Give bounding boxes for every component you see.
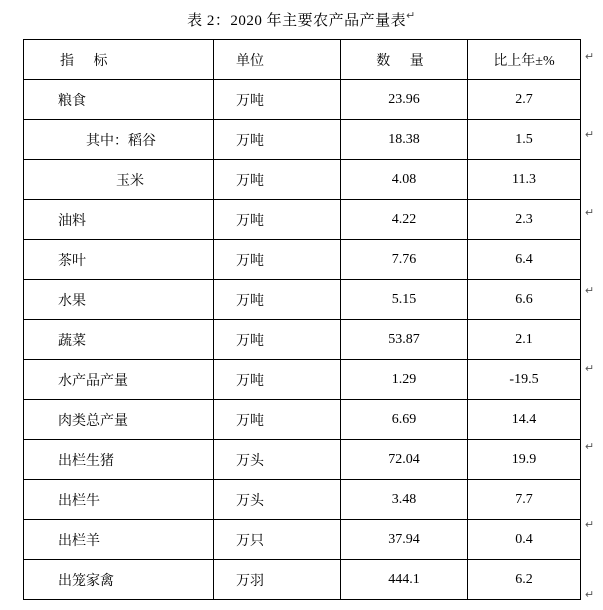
cell-rate: 2.3 <box>468 200 581 240</box>
cell-item: 水产品产量 <box>24 360 214 400</box>
paragraph-mark-icon: ↵ <box>585 519 595 531</box>
paragraph-mark-icon: ↵ <box>585 441 595 453</box>
cell-unit: 万头 <box>214 480 341 520</box>
table-row <box>24 160 581 200</box>
cell-quantity: 1.29 <box>341 360 468 400</box>
cell-item: 水果 <box>24 280 214 320</box>
cell-item: 出笼家禽 <box>24 560 214 600</box>
cell-quantity: 4.22 <box>341 200 468 240</box>
cell-unit: 万只 <box>214 520 341 560</box>
cell-rate: 2.1 <box>468 320 581 360</box>
cell-quantity: 6.69 <box>341 400 468 440</box>
cell-unit: 万吨 <box>214 200 341 240</box>
table-row <box>24 360 581 400</box>
column-header-rate: 比上年±% <box>468 40 581 80</box>
table-row <box>24 80 581 120</box>
cell-unit: 万吨 <box>214 320 341 360</box>
table-row <box>24 480 581 520</box>
cell-rate: 14.4 <box>468 400 581 440</box>
cell-quantity: 4.08 <box>341 160 468 200</box>
paragraph-mark-icon: ↵ <box>585 129 595 141</box>
cell-item: 油料 <box>24 200 214 240</box>
paragraph-mark-icon: ↵ <box>406 10 416 22</box>
table-header-row <box>24 40 581 80</box>
cell-quantity: 37.94 <box>341 520 468 560</box>
cell-rate: 1.5 <box>468 120 581 160</box>
table-row <box>24 240 581 280</box>
table-row <box>24 200 581 240</box>
table-body <box>24 40 581 600</box>
table-row <box>24 280 581 320</box>
cell-rate: 6.4 <box>468 240 581 280</box>
cell-quantity: 7.76 <box>341 240 468 280</box>
cell-item: 肉类总产量 <box>24 400 214 440</box>
table-row <box>24 400 581 440</box>
cell-rate: 19.9 <box>468 440 581 480</box>
cell-rate: 6.2 <box>468 560 581 600</box>
cell-item: 出栏牛 <box>24 480 214 520</box>
cell-unit: 万吨 <box>214 280 341 320</box>
cell-unit: 万头 <box>214 440 341 480</box>
cell-rate: 6.6 <box>468 280 581 320</box>
cell-unit: 万吨 <box>214 120 341 160</box>
table-row <box>24 120 581 160</box>
page-title-text: 表 2：2020 年主要农产品产量表 <box>187 13 407 29</box>
paragraph-mark-icon: ↵ <box>585 285 595 297</box>
cell-item: 茶叶 <box>24 240 214 280</box>
cell-rate: -19.5 <box>468 360 581 400</box>
agricultural-output-table <box>23 39 581 600</box>
cell-item: 其中：稻谷 <box>24 120 214 160</box>
paragraph-marks-column <box>585 0 599 610</box>
cell-quantity: 23.96 <box>341 80 468 120</box>
cell-quantity: 53.87 <box>341 320 468 360</box>
cell-item: 粮食 <box>24 80 214 120</box>
cell-quantity: 18.38 <box>341 120 468 160</box>
cell-rate: 2.7 <box>468 80 581 120</box>
table-row <box>24 560 581 600</box>
column-header-item: 指 标 <box>24 40 214 80</box>
cell-item: 玉米 <box>24 160 214 200</box>
paragraph-mark-icon: ↵ <box>585 363 595 375</box>
cell-item: 出栏生猪 <box>24 440 214 480</box>
cell-rate: 7.7 <box>468 480 581 520</box>
cell-rate: 0.4 <box>468 520 581 560</box>
cell-item: 出栏羊 <box>24 520 214 560</box>
cell-quantity: 3.48 <box>341 480 468 520</box>
paragraph-mark-icon: ↵ <box>585 51 595 63</box>
cell-unit: 万吨 <box>214 240 341 280</box>
page-title <box>0 0 603 39</box>
column-header-quantity: 数 量 <box>341 40 468 80</box>
cell-rate: 11.3 <box>468 160 581 200</box>
cell-quantity: 72.04 <box>341 440 468 480</box>
table-row <box>24 320 581 360</box>
cell-unit: 万吨 <box>214 400 341 440</box>
cell-quantity: 5.15 <box>341 280 468 320</box>
paragraph-mark-icon: ↵ <box>585 207 595 219</box>
table-row <box>24 440 581 480</box>
cell-unit: 万吨 <box>214 160 341 200</box>
cell-quantity: 444.1 <box>341 560 468 600</box>
paragraph-mark-icon: ↵ <box>585 589 595 601</box>
cell-unit: 万羽 <box>214 560 341 600</box>
cell-item: 蔬菜 <box>24 320 214 360</box>
cell-unit: 万吨 <box>214 80 341 120</box>
column-header-unit: 单位 <box>214 40 341 80</box>
cell-unit: 万吨 <box>214 360 341 400</box>
table-row <box>24 520 581 560</box>
